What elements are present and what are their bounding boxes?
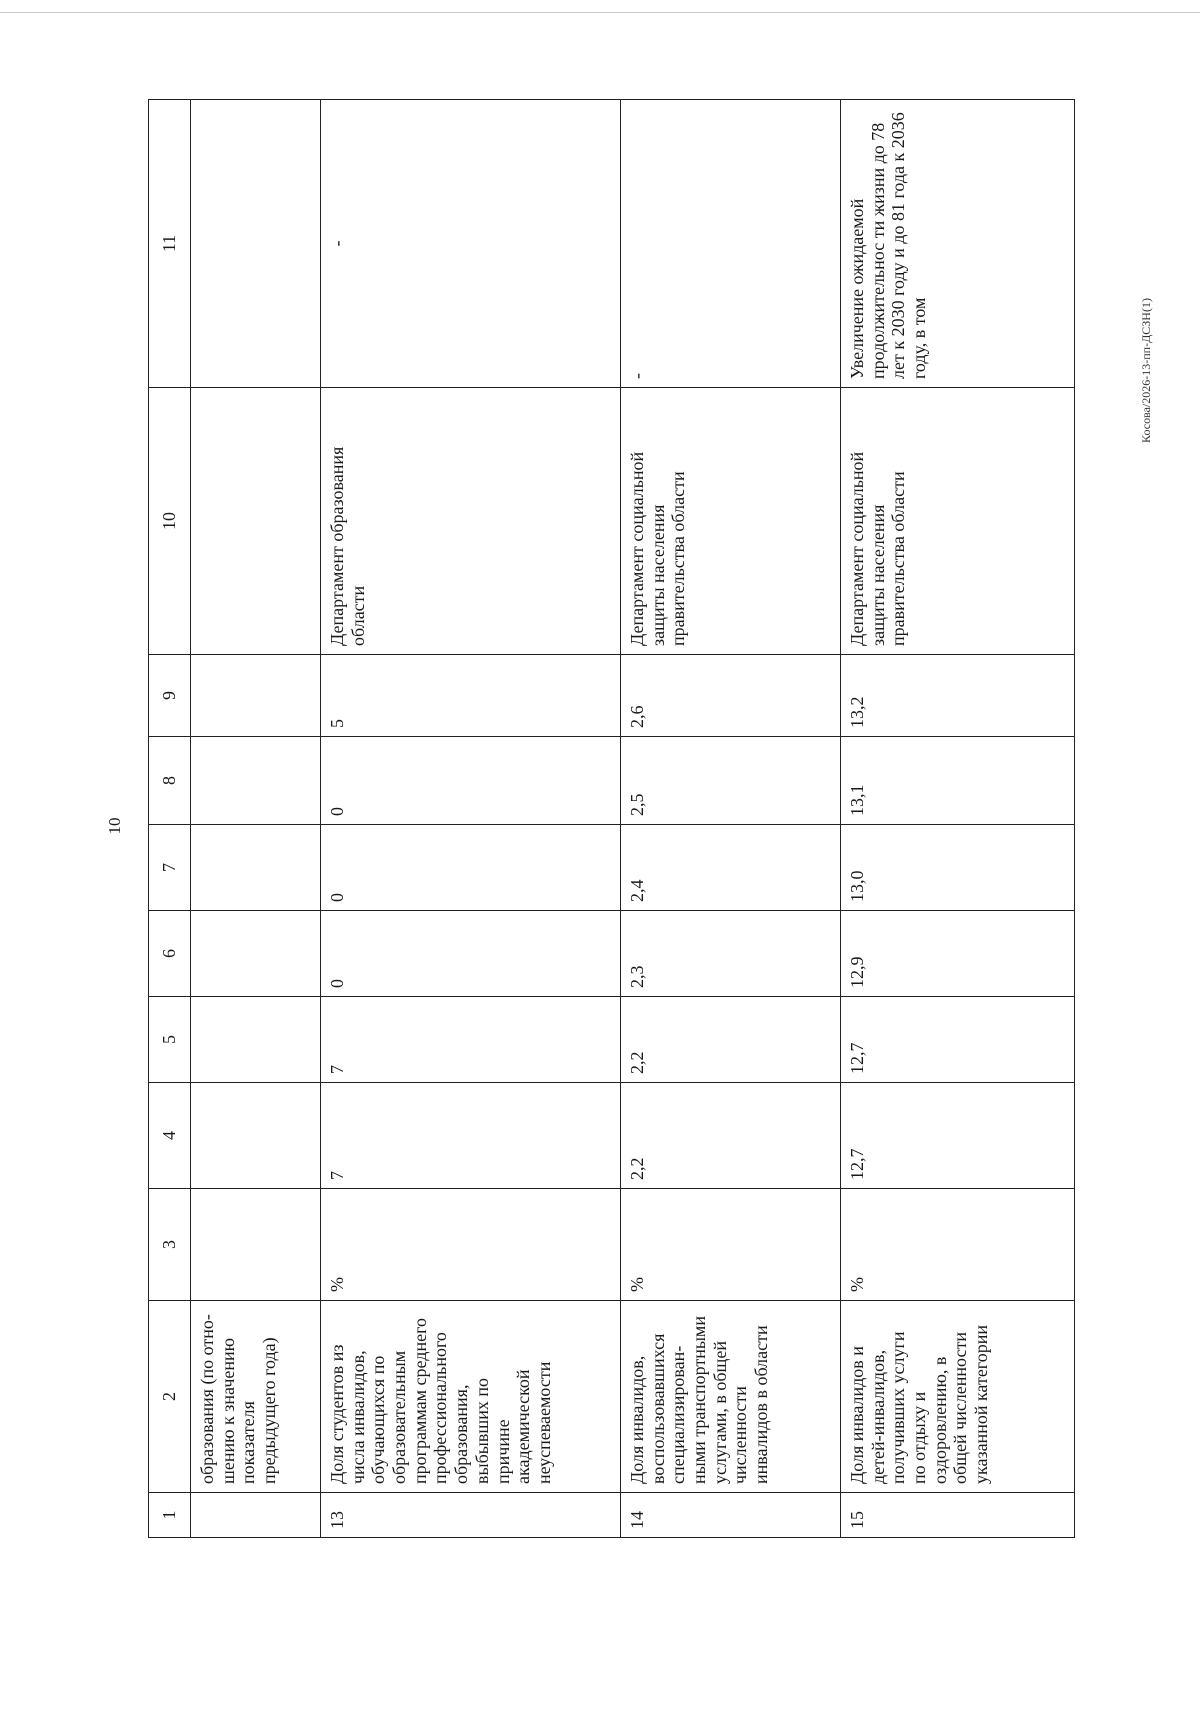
value-cell bbox=[191, 997, 321, 1083]
header-cell: 9 bbox=[149, 655, 191, 737]
value-cell: 12,7 bbox=[841, 1083, 1075, 1189]
indicator-name: Доля инвалидов и детей-инвалидов, получивших услуги по отдыху и оздоровлению, в общей численности указанной категории bbox=[841, 1301, 1075, 1493]
value-cell: 2,4 bbox=[621, 825, 841, 911]
header-cell: 1 bbox=[149, 1493, 191, 1538]
header-cell: 3 bbox=[149, 1189, 191, 1301]
value-cell: 0 bbox=[321, 911, 621, 997]
responsible-cell bbox=[191, 388, 321, 655]
indicator-name: Доля инвалидов, воспользовавшихся специализирован-ными транспортными услугами, в общей численности инвалидов в области bbox=[621, 1301, 841, 1493]
value-cell: 7 bbox=[321, 997, 621, 1083]
unit-cell: % bbox=[321, 1189, 621, 1301]
indicator-name: образования (по отно-шению к значению показателя предыдущего года) bbox=[191, 1301, 321, 1493]
document-code bbox=[1133, 200, 1159, 540]
table-row bbox=[841, 100, 1075, 1538]
value-cell bbox=[191, 1083, 321, 1189]
value-cell: 2,5 bbox=[621, 737, 841, 825]
header-cell: 7 bbox=[149, 825, 191, 911]
value-cell bbox=[191, 911, 321, 997]
goal-cell: - bbox=[621, 100, 841, 388]
table-header-row bbox=[149, 100, 191, 1538]
value-cell: 2,2 bbox=[621, 1083, 841, 1189]
document-code-text: Косова/2026-13-пп-ДСЗН(1) bbox=[1138, 297, 1153, 443]
table-row bbox=[191, 100, 321, 1538]
responsible-cell: Департамент социальной защиты населения правительства области bbox=[841, 388, 1075, 655]
value-cell: 5 bbox=[321, 655, 621, 737]
row-number: 14 bbox=[621, 1493, 841, 1538]
table-container bbox=[148, 100, 1074, 1538]
row-number bbox=[191, 1493, 321, 1538]
header-cell: 8 bbox=[149, 737, 191, 825]
value-cell: 13,2 bbox=[841, 655, 1075, 737]
table-row bbox=[321, 100, 621, 1538]
responsible-cell: Департамент социальной защиты населения правительства области bbox=[621, 388, 841, 655]
header-cell: 10 bbox=[149, 388, 191, 655]
header-cell: 11 bbox=[149, 100, 191, 388]
value-cell: 0 bbox=[321, 737, 621, 825]
value-cell bbox=[191, 737, 321, 825]
value-cell: 12,9 bbox=[841, 911, 1075, 997]
indicator-name: Доля студентов из числа инвалидов, обучающихся по образовательным программам среднего профессионального образования, выбывших по причине академической неуспеваемости bbox=[321, 1301, 621, 1493]
row-number: 15 bbox=[841, 1493, 1075, 1538]
value-cell: 2,3 bbox=[621, 911, 841, 997]
scan-edge-line bbox=[0, 12, 1200, 13]
value-cell: 7 bbox=[321, 1083, 621, 1189]
unit-cell bbox=[191, 1189, 321, 1301]
header-cell: 6 bbox=[149, 911, 191, 997]
value-cell: 13,1 bbox=[841, 737, 1075, 825]
value-cell: 2,6 bbox=[621, 655, 841, 737]
page-number: 10 bbox=[105, 817, 124, 835]
goal-cell: Увеличение ожидаемой продолжительнос ти жизни до 78 лет к 2030 году и до 81 года к 2036 году, в том bbox=[841, 100, 1075, 388]
indicator-table bbox=[148, 99, 1075, 1538]
value-cell: 12,7 bbox=[841, 997, 1075, 1083]
row-number: 13 bbox=[321, 1493, 621, 1538]
header-cell: 5 bbox=[149, 997, 191, 1083]
responsible-cell: Департамент образования области bbox=[321, 388, 621, 655]
header-cell: 4 bbox=[149, 1083, 191, 1189]
table-row bbox=[621, 100, 841, 1538]
unit-cell: % bbox=[621, 1189, 841, 1301]
goal-cell: - bbox=[321, 100, 621, 388]
value-cell: 13,0 bbox=[841, 825, 1075, 911]
rotated-table-frame bbox=[148, 100, 1074, 1538]
header-cell: 2 bbox=[149, 1301, 191, 1493]
goal-cell bbox=[191, 100, 321, 388]
value-cell: 2,2 bbox=[621, 997, 841, 1083]
value-cell bbox=[191, 825, 321, 911]
value-cell bbox=[191, 655, 321, 737]
value-cell: 0 bbox=[321, 825, 621, 911]
unit-cell: % bbox=[841, 1189, 1075, 1301]
